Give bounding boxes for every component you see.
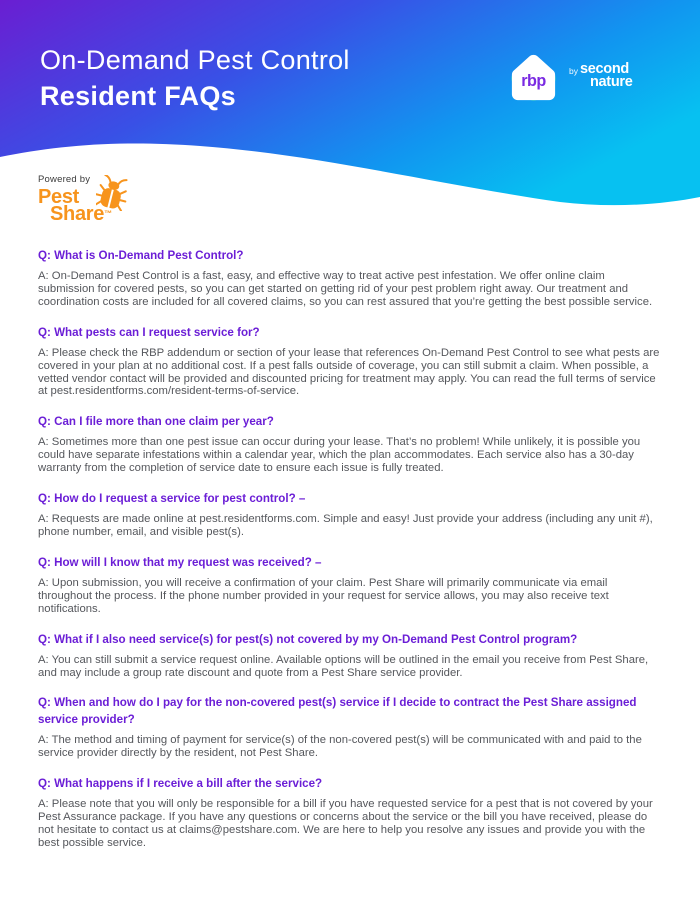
faq-question: Q: When and how do I pay for the non-covered pest(s) service if I decide to contract the Pest Share assigned service provider? xyxy=(38,696,637,727)
faq-answer: A: Requests are made online at pest.residentforms.com. Simple and easy! Just provide your address (including any unit #), phone number, email, and visible pest(s). xyxy=(38,513,653,538)
powered-by-label: Powered by xyxy=(38,174,91,185)
second-nature-wordmark xyxy=(569,63,633,88)
second-nature-line2: nature xyxy=(589,73,633,90)
faq-question: Q: What if I also need service(s) for pest(s) not covered by my On-Demand Pest Control program? xyxy=(38,632,578,646)
faq-answer: A: Upon submission, you will receive a confirmation of your claim. Pest Share will primarily communicate via email throughout the process. If the phone number provided in your request for service allows, you may also receive text notifications. xyxy=(38,576,609,615)
faq-answer: A: Please check the RBP addendum or section of your lease that references On-Demand Pest Control to see what pests are covered in your plan at no additional cost. If a pest falls outside of coverage, you can still submit a claim. When possible, a vetted vendor contact will be provided and discounted pricing for treatment may apply. You can read the full terms of service at pest.residentforms.com/resident-terms-of-service. xyxy=(38,346,660,398)
faq-answer: A: You can still submit a service request online. Available options will be outlined in the email you receive from Pest Share, and may include a group rate discount and quote from a Pest Share service provider. xyxy=(38,653,649,679)
faq-answer: A: Please note that you will only be responsible for a bill if you have requested service for a pest that is not covered by your Pest Assurance package. If you have any questions or concerns about the service or the bill you have received, please do not hesitate to contact us at claims@pestshare.com. We are here to help you resolve any issues and provide you with the best possible service. xyxy=(38,798,653,849)
faq-question: Q: How will I know that my request was received? – xyxy=(38,555,322,569)
faq-item xyxy=(38,631,662,680)
pestshare-wordmark xyxy=(38,186,148,225)
trademark-symbol: ™ xyxy=(104,208,112,218)
by-label: by xyxy=(569,66,578,76)
faq-item xyxy=(38,413,662,475)
faq-question: Q: What is On-Demand Pest Control? xyxy=(38,249,244,262)
faq-question: Q: What pests can I request service for? xyxy=(38,325,260,339)
faq-list xyxy=(0,247,700,850)
faq-answer: A: On-Demand Pest Control is a fast, easy, and effective way to treat active pest infestation. We offer online claim submission for covered pests, so you can get started on getting rid of your pest problem right away. Our treatment and coordination costs are included for all covered claims, so you can rest assured that you’re getting the best possible service. xyxy=(38,270,653,308)
faq-item xyxy=(38,490,662,539)
pestshare-line2: Share™ xyxy=(50,202,112,225)
faq-question: Q: What happens if I receive a bill after the service? xyxy=(38,777,323,791)
bug-icon xyxy=(96,175,128,211)
rbp-badge-text: rbp xyxy=(521,71,546,90)
faq-answer: A: Sometimes more than one pest issue can occur during your lease. That’s no problem! While unlikely, it is possible you could have separate infestations within a calendar year, which the plan accommodates. Each service also has a 30-day warranty from the completion of service date to ensure each issue is fully treated. xyxy=(38,436,641,475)
header xyxy=(0,0,700,232)
faq-item xyxy=(38,694,662,760)
faq-answer: A: The method and timing of payment for service(s) of the non-covered pest(s) will be communicated with and paid to the service provider directly by the resident, not Pest Share. xyxy=(38,734,642,760)
pestshare-logo xyxy=(38,174,148,225)
page-title: On-Demand Pest Control xyxy=(40,45,350,75)
faq-item xyxy=(38,554,662,616)
faq-item xyxy=(38,775,662,850)
faq-item xyxy=(38,247,662,309)
page-title-block xyxy=(40,42,350,114)
faq-question: Q: How do I request a service for pest control? – xyxy=(38,492,306,506)
pestshare-line1: Pest xyxy=(38,186,80,208)
faq-question: Q: Can I file more than one claim per year? xyxy=(38,415,274,429)
faq-item xyxy=(38,324,662,399)
page-subtitle: Resident FAQs xyxy=(40,81,236,111)
rbp-house-badge-icon xyxy=(506,51,561,106)
rbp-second-nature-logo xyxy=(506,51,633,106)
second-nature-line1: second xyxy=(579,61,629,77)
